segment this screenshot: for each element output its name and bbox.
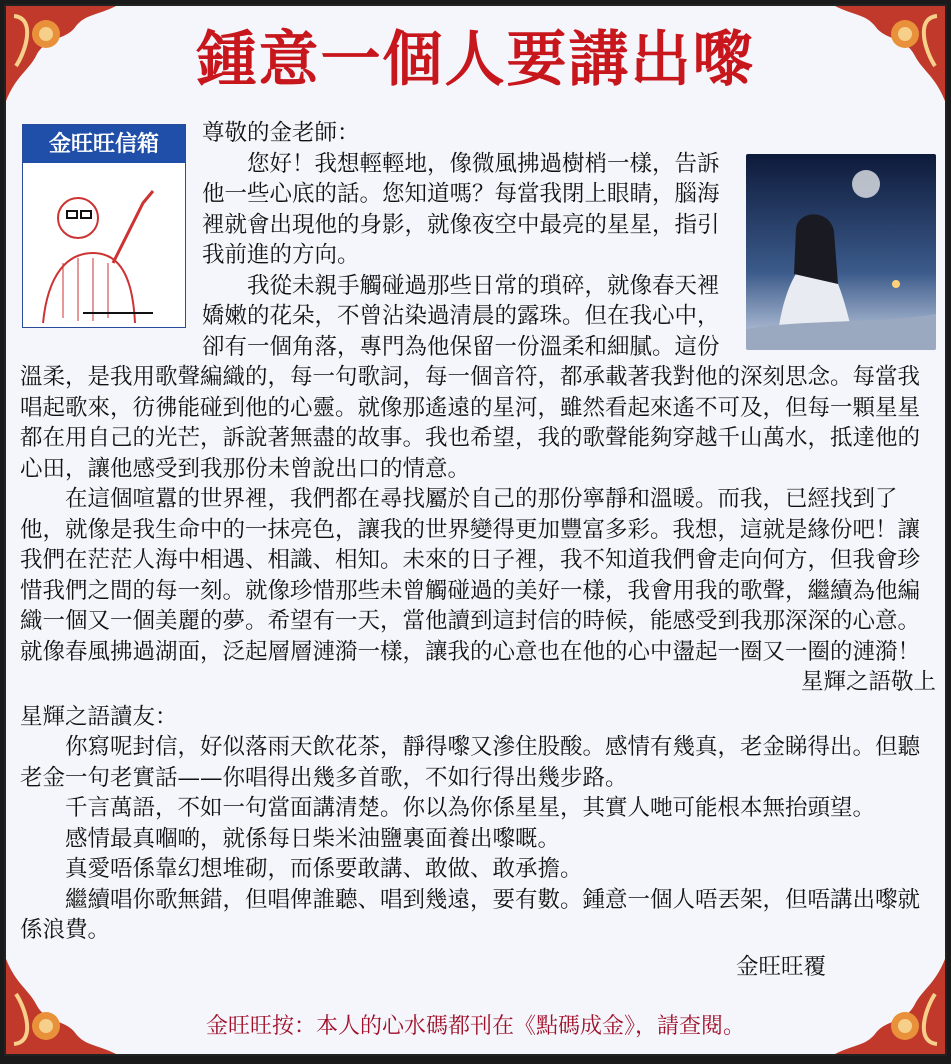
reply-paragraph: 繼續唱你歌無錯，但唱俾誰聽、唱到幾遠，要有數。鍾意一個人唔丟架，但唔講出嚟就係浪費。 [20, 886, 921, 943]
column-badge [22, 124, 186, 328]
reply-signature: 金旺旺覆 [735, 953, 826, 980]
illustration-image [746, 154, 936, 350]
reply-paragraph: 千言萬語，不如一句當面講清楚。你以為你係星星，其實人哋可能根本無抬頭望。 [65, 795, 876, 821]
headline: 鍾意一個人要講出嚟 [196, 25, 755, 95]
letter-paragraph: 您好！我想輕輕地，像微風拂過樹梢一樣，告訴 他一些心底的話。您知道嗎？每當我閉上眼睛，腦海裡就會出現他的身影，就像夜空中最亮的星星，指引我前進的方向。 [202, 150, 720, 268]
reply-paragraph: 你寫呢封信，好似落雨天飲花茶，靜得嚟又滲住股酸。感情有幾真，老金睇得出。但聽老金一句老實話——你唱得出幾多首歌，不如行得出幾步路。 [20, 734, 921, 791]
reply-paragraph: 感情最真嗰啲，就係每日柴米油鹽裏面養出嚟嘅。 [65, 825, 561, 852]
newspaper-page [4, 4, 947, 1056]
reply-section [20, 702, 936, 983]
footer-note: 金旺旺按：本人的心水碼都刊在《點碼成金》，請查閱。 [205, 1014, 745, 1039]
reply-paragraph: 真愛唔係靠幻想堆砌，而係要敢講、敢做、敢承擔。 [65, 856, 583, 882]
article-body [20, 118, 936, 982]
letter-paragraph: 我從未親手觸碰過那些日常的瑣碎，就像春天裡嬌嫩的花朵，不曾沾染過清晨的露珠。但在我心中，卻有一個角落，專門為他保留一份溫柔和細膩。這份溫柔，是我用歌聲編織的，每一句歌詞，每一個音符，都承載著我對他的深刻思念。每當我唱起歌來，彷彿能碰到他的心靈。就像那遙遠的星河，雖然看起來遙不可及，但每一顆星星都在用自己的光芒，訴說著無盡的故事。我也希望，我的歌聲能夠穿越千山萬水，抵達他的心田，讓他感受到我那份未曾說出口的情意。 [20, 272, 921, 482]
letter-salutation: 尊敬的金老師： [202, 120, 360, 146]
columnist-sketch-icon [23, 163, 185, 327]
letter-paragraph: 在這個喧囂的世界裡，我們都在尋找屬於自己的那份寧靜和溫暖。而我，已經找到了他，就像是我生命中的一抹亮色，讓我的世界變得更加豐富多彩。我想，這就是緣份吧！讓我們在茫茫人海中相遇、相識、相知。未來的日子裡，我不知道我們會走向何方，但我會珍惜我們之間的每一刻。就像珍惜那些未曾觸碰過的美好一樣，我會用我的歌聲，繼續為他編織一個又一個美麗的夢。希望有一天，當他讀到這封信的時候，能感受到我那深深的心意。就像春風拂過湖面，泛起層層漣漪一樣，讓我的心意也在他的心中盪起一圈又一圈的漣漪！ [20, 486, 921, 665]
letter-signature: 星輝之語敬上 [800, 669, 936, 695]
reply-salutation: 星輝之語讀友： [20, 703, 178, 730]
column-name: 金旺旺信箱 [23, 125, 185, 163]
